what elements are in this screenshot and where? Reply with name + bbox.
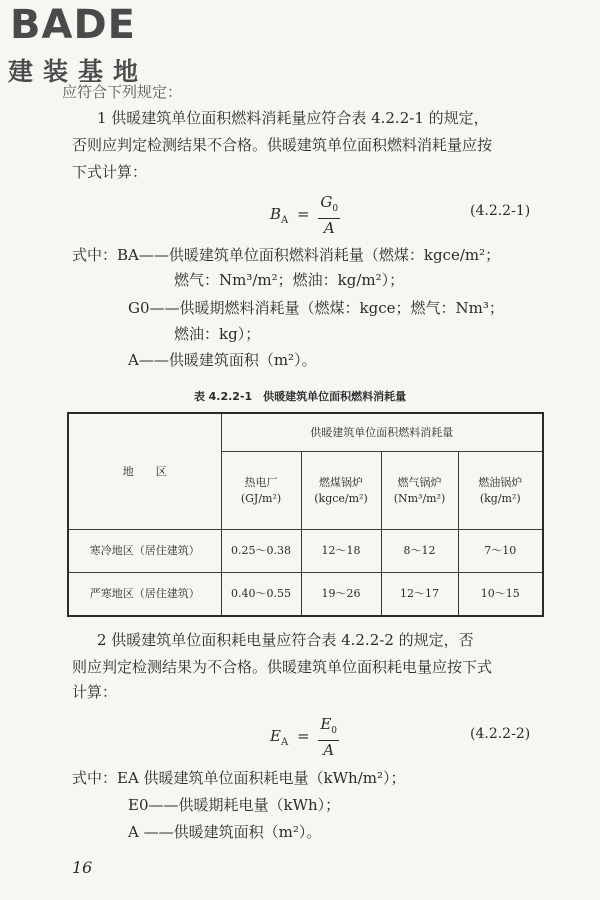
formula-4-2-2-2 — [270, 715, 339, 759]
column-header: 燃油锅炉 (kg/m²) — [458, 452, 543, 530]
formula-numerator: G — [320, 193, 333, 211]
definition-line: A——供暖建筑面积（m²）。 — [128, 351, 317, 369]
value-cell: 8～12 — [381, 530, 458, 573]
formula-lhs-sub: A — [281, 215, 289, 226]
formula-fraction — [318, 193, 340, 237]
logo-subtitle: 建装基地 — [8, 57, 149, 86]
table-caption: 表 4.2.2-1 供暖建筑单位面积燃料消耗量 — [193, 390, 407, 403]
intro-line: 应符合下列规定： — [62, 83, 183, 101]
value-cell: 19～26 — [301, 573, 381, 617]
formula-equals: = — [297, 205, 310, 223]
definition-line: 式中：EA 供暖建筑单位面积耗电量（kWh/m²）； — [72, 769, 406, 787]
column-header: 燃气锅炉 (Nm³/m²) — [381, 452, 458, 530]
formula-equals: = — [296, 727, 310, 745]
item2-line-2: 则应判定检测结果为不合格。供暖建筑单位面积耗电量应按下式 — [72, 658, 493, 676]
fuel-consumption-table — [67, 412, 544, 617]
item1-line-3: 下式计算： — [72, 163, 148, 181]
formula-lhs: E — [270, 727, 281, 745]
value-cell: 12～17 — [381, 573, 458, 617]
formula-number: (4.2.2-2) — [470, 726, 531, 742]
definition-line: 燃油：kg）； — [174, 325, 261, 343]
formula-denominator: A — [323, 219, 335, 237]
formula-numerator: E — [320, 715, 332, 733]
item2-line-3: 计算： — [72, 683, 118, 701]
value-cell: 0.25～0.38 — [221, 530, 301, 573]
region-header: 地 区 — [68, 413, 221, 530]
formula-number: (4.2.2-1) — [470, 203, 531, 219]
definition-line: A ——供暖建筑面积（m²）。 — [128, 823, 322, 841]
value-cell: 12～18 — [301, 530, 381, 573]
formula-denominator: A — [323, 741, 335, 759]
item1-line-2: 否则应判定检测结果不合格。供暖建筑单位面积燃料消耗量应按 — [72, 136, 493, 154]
definition-line: 式中：BA——供暖建筑单位面积燃料消耗量（燃煤：kgce/m²； — [72, 246, 501, 264]
definition-line: G0——供暖期燃料消耗量（燃煤：kgce；燃气：Nm³； — [128, 299, 504, 317]
group-header: 供暖建筑单位面积燃料消耗量 — [221, 413, 543, 452]
column-header: 燃煤锅炉 (kgce/m²) — [301, 452, 381, 530]
value-cell: 0.40～0.55 — [221, 573, 301, 617]
formula-fraction — [318, 715, 339, 759]
formula-numerator-sub: 0 — [332, 204, 339, 214]
table-row — [68, 573, 543, 617]
item2-line-1: 2 供暖建筑单位面积耗电量应符合表 4.2.2-2 的规定，否 — [97, 631, 474, 649]
region-cell: 严寒地区（居住建筑） — [68, 573, 221, 617]
region-cell: 寒冷地区（居住建筑） — [68, 530, 221, 573]
definition-line: E0——供暖期耗电量（kWh）； — [128, 796, 341, 814]
value-cell: 7～10 — [458, 530, 543, 573]
value-cell: 10～15 — [458, 573, 543, 617]
formula-lhs-sub: A — [280, 737, 289, 748]
formula-4-2-2-1 — [270, 193, 340, 237]
logo-wordmark: BADE — [10, 2, 136, 48]
item1-line-1: 1 供暖建筑单位面积燃料消耗量应符合表 4.2.2-1 的规定， — [97, 109, 489, 127]
column-header: 热电厂 (GJ/m²) — [221, 452, 301, 530]
formula-numerator-sub: 0 — [331, 726, 338, 736]
definition-line: 燃气：Nm³/m²；燃油：kg/m²）； — [174, 271, 405, 289]
page-number: 16 — [72, 858, 93, 877]
table-row — [68, 530, 543, 573]
formula-lhs: B — [270, 205, 282, 223]
